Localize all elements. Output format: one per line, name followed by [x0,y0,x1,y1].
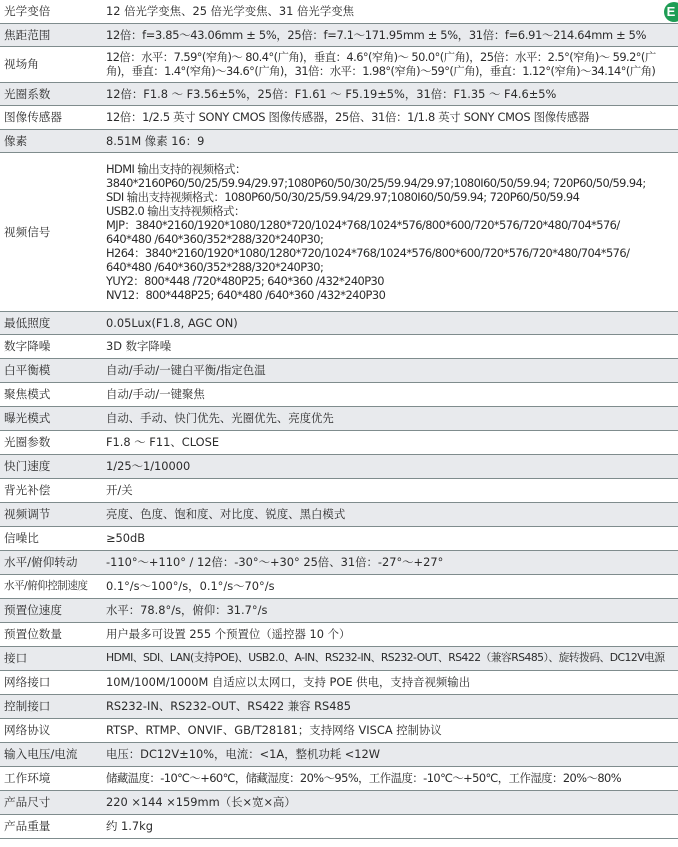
spec-row-video-signal [0,152,678,311]
spec-key: 数字降噪 [0,334,99,358]
spec-key: 视频信号 [0,152,99,311]
spec-key: 水平/俯仰控制速度 [0,574,99,598]
spec-row-pixels [0,129,678,152]
spec-row-shutter-speed [0,454,678,478]
spec-row-power-input [0,742,678,766]
spec-row-preset-count [0,622,678,646]
spec-value: 用户最多可设置 255 个预置位（遥控器 10 个） [99,622,678,646]
spec-row-iris [0,430,678,454]
spec-row-snr [0,526,678,550]
spec-row-optical-zoom [0,0,678,23]
spec-key: 图像传感器 [0,105,99,129]
spec-row-white-balance [0,358,678,382]
spec-row-preset-speed [0,598,678,622]
spec-key: 产品重量 [0,814,99,838]
spec-value: 1/25～1/10000 [99,454,678,478]
spec-value: 220 ×144 ×159mm（长×宽×高） [99,790,678,814]
spec-row-environment [0,766,678,790]
spec-key: 网络接口 [0,670,99,694]
spec-key: 输入电压/电流 [0,742,99,766]
brand-badge-icon: E [664,2,678,22]
spec-value-line: MJP：3840*2160/1920*1080/1280*720/1024*768/1024*576/800*600/720*576/720*480/704*576/ [106,217,620,232]
spec-row-network-port [0,670,678,694]
spec-value-line: USB2.0 输出支持视频格式： [106,203,245,218]
spec-row-min-illumination [0,311,678,334]
spec-value: 10M/100M/1000M 自适应以太网口，支持 POE 供电，支持音视频输出 [99,670,678,694]
spec-value [99,152,678,311]
spec-row-pan-tilt-speed [0,574,678,598]
spec-key: 视场角 [0,46,99,82]
spec-key: 水平/俯仰转动 [0,550,99,574]
spec-row-interfaces [0,646,678,670]
spec-value [99,46,678,82]
spec-value-line: 640*480 /640*360/352*288/320*240P30; [106,231,324,246]
spec-key: 焦距范围 [0,23,99,46]
spec-key: 光学变倍 [0,0,99,23]
spec-key: 像素 [0,129,99,152]
spec-value: 12 倍光学变焦、25 倍光学变焦、31 倍光学变焦 [99,0,678,23]
spec-value-line: 角)，垂直：1.4°(窄角)～34.6°(广角)，31倍：水平：1.98°(窄角)～59°(广角)，垂直：1.12°(窄角)～34.14°(广角) [106,64,656,78]
spec-key: 接口 [0,646,99,670]
spec-row-focal-range [0,23,678,46]
spec-value-line: 12倍：水平：7.59°(窄角)～ 80.4°(广角)，垂直：4.6°(窄角)～ 50.0°(广角)，25倍：水平：2.5°(窄角)～ 59.2°(广 [106,50,656,64]
spec-value: ≥50dB [99,526,678,550]
spec-value: 3D 数字降噪 [99,334,678,358]
spec-value: 自动/手动/一键白平衡/指定色温 [99,358,678,382]
spec-value-line: 3840*2160P60/50/25/59.94/29.97;1080P60/50/30/25/59.94/29.97;1080I60/50/59.94; 720P60/50/59.94; [106,175,646,190]
spec-key: 预置位数量 [0,622,99,646]
spec-value: RTSP、RTMP、ONVIF、GB/T28181；支持网络 VISCA 控制协议 [99,718,678,742]
spec-value: 水平：78.8°/s，俯仰：31.7°/s [99,598,678,622]
spec-row-backlight [0,478,678,502]
spec-row-field-of-view [0,46,678,82]
spec-key: 网络协议 [0,718,99,742]
spec-value: 储藏温度：-10℃～+60℃，储藏湿度：20%～95%，工作温度：-10℃～+50℃，工作湿度：20%～80% [99,766,678,790]
spec-value: 亮度、色度、饱和度、对比度、锐度、黑白模式 [99,502,678,526]
spec-value: 8.51M 像素 16：9 [99,129,678,152]
spec-row-noise-reduction [0,334,678,358]
spec-key: 曝光模式 [0,406,99,430]
spec-key: 控制接口 [0,694,99,718]
spec-row-dimensions [0,790,678,814]
spec-value-line: YUY2：800*448 /720*480P25; 640*360 /432*240P30 [106,273,384,288]
spec-value: F1.8 ～ F11、CLOSE [99,430,678,454]
spec-row-pan-tilt [0,550,678,574]
spec-key: 产品尺寸 [0,790,99,814]
spec-value-line: HDMI 输出支持的视频格式： [106,161,246,176]
spec-row-network-protocol [0,718,678,742]
spec-key: 光圈系数 [0,82,99,105]
spec-value: 开/关 [99,478,678,502]
spec-value-line: SDI 输出支持视频格式：1080P60/50/30/25/59.94/29.97;1080I60/50/59.94; 720P60/50/59.94 [106,189,580,204]
spec-key: 聚焦模式 [0,382,99,406]
spec-value: 0.1°/s～100°/s，0.1°/s～70°/s [99,574,678,598]
spec-value: 约 1.7kg [99,814,678,838]
spec-value: RS232-IN、RS232-OUT、RS422 兼容 RS485 [99,694,678,718]
spec-value: 自动/手动/一键聚焦 [99,382,678,406]
spec-row-aperture [0,82,678,105]
spec-row-weight [0,814,678,838]
spec-row-control-port [0,694,678,718]
spec-value: 0.05Lux(F1.8, AGC ON) [99,311,678,334]
spec-key: 视频调节 [0,502,99,526]
spec-key: 光圈参数 [0,430,99,454]
spec-key: 预置位速度 [0,598,99,622]
spec-row-video-adjust [0,502,678,526]
spec-value: 12倍：f=3.85～43.06mm ± 5%，25倍：f=7.1～171.95mm ± 5%，31倍：f=6.91～214.64mm ± 5% [99,23,678,46]
spec-key: 背光补偿 [0,478,99,502]
spec-value: 电压：DC12V±10%，电流：<1A，整机功耗 <12W [99,742,678,766]
spec-key: 快门速度 [0,454,99,478]
spec-key: 信噪比 [0,526,99,550]
spec-row-image-sensor [0,105,678,129]
spec-value-line: NV12：800*448P25; 640*480 /640*360 /432*240P30 [106,287,386,302]
spec-value-line: H264：3840*2160/1920*1080/1280*720/1024*768/1024*576/800*600/720*576/720*480/704*576/ [106,245,630,260]
spec-value: 自动、手动、快门优先、光圈优先、亮度优先 [99,406,678,430]
spec-key: 白平衡模 [0,358,99,382]
spec-key: 最低照度 [0,311,99,334]
spec-key: 工作环境 [0,766,99,790]
spec-row-exposure-mode [0,406,678,430]
spec-row-focus-mode [0,382,678,406]
spec-value-line: 640*480 /640*360/352*288/320*240P30; [106,259,324,274]
spec-value: -110°～+110° / 12倍：-30°～+30° 25倍、31倍：-27°～+27° [99,550,678,574]
spec-value: 12倍：F1.8 ～ F3.56±5%，25倍：F1.61 ～ F5.19±5%，31倍：F1.35 ～ F4.6±5% [99,82,678,105]
spec-value: HDMI、SDI、LAN(支持POE)、USB2.0、A-IN、RS232-IN、RS232-OUT、RS422（兼容RS485）、旋转拨码、DC12V电源 [99,646,678,670]
spec-value: 12倍：1/2.5 英寸 SONY CMOS 图像传感器，25倍、31倍：1/1.8 英寸 SONY CMOS 图像传感器 [99,105,678,129]
